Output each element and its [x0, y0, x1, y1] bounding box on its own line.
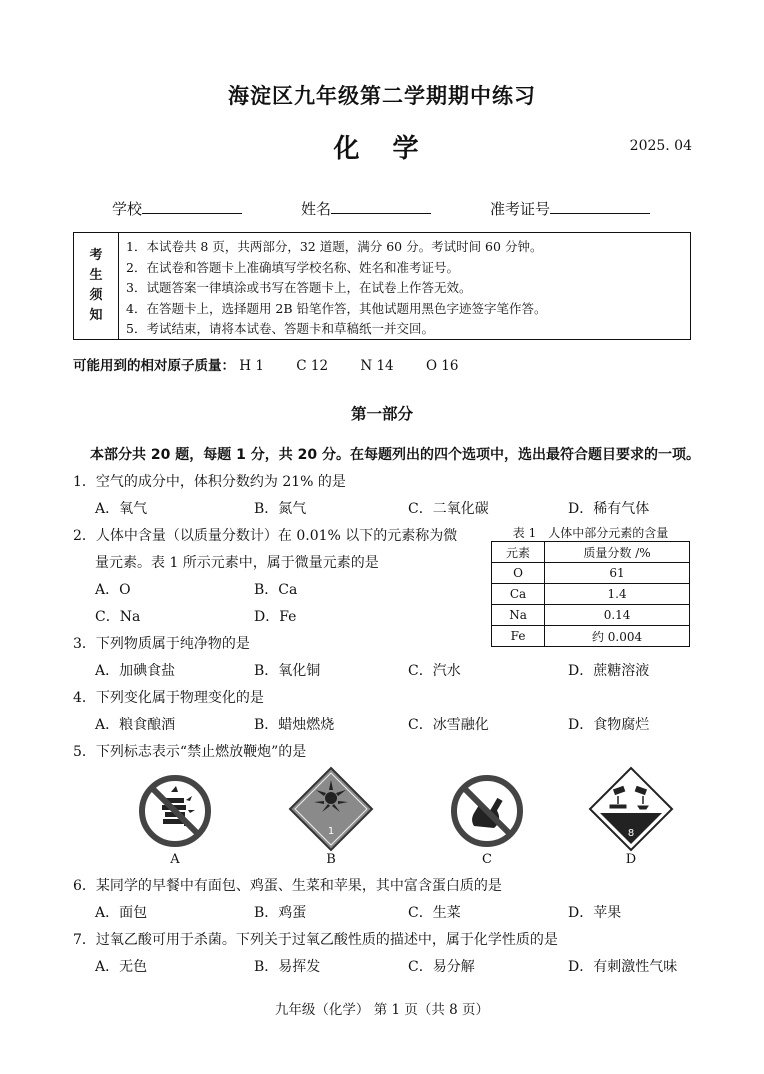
exam-date: 2025. 04 — [629, 138, 692, 154]
q2-stem-line1: 2．人体中含量（以质量分数计）在 0.01% 以下的元素称为微 — [73, 528, 458, 544]
name-field — [301, 198, 431, 219]
q4-option-a: A．粮食酿酒 — [95, 717, 176, 733]
table-cell: Ca — [492, 584, 545, 605]
part1-intro: 本部分共 20 题，每题 1 分，共 20 分。在每题列出的四个选项中，选出最符合题目要求的一项。 — [90, 447, 700, 463]
subject-title: 化 学 — [333, 134, 431, 164]
q5-label-b: B — [326, 852, 336, 867]
table-header: 质量分数 /% — [545, 542, 690, 563]
name-label: 姓名 — [301, 200, 332, 218]
q7-option-a: A．无色 — [95, 959, 148, 975]
q6-option-d: D．苹果 — [568, 905, 622, 921]
q5-stem: 5．下列标志表示“禁止燃放鞭炮”的是 — [73, 744, 307, 760]
q1-stem: 1．空气的成分中，体积分数约为 21% 的是 — [73, 474, 346, 490]
sign-d-number: 8 — [627, 828, 635, 839]
atomic-mass-value: N 14 — [360, 358, 394, 374]
table-cell: Na — [492, 605, 545, 626]
q4-stem: 4．下列变化属于物理变化的是 — [73, 690, 264, 706]
notice-items — [126, 237, 547, 340]
name-blank — [331, 199, 431, 214]
q3-option-d: D．蔗糖溶液 — [568, 663, 650, 679]
table-cell: 1.4 — [545, 584, 690, 605]
exam-title: 海淀区九年级第二学期期中练习 — [228, 83, 536, 108]
q2-option-b: B．Ca — [254, 582, 298, 598]
notice-label: 考 生 须 知 — [74, 233, 119, 339]
table-row — [492, 563, 690, 584]
q7-option-c: C．易分解 — [408, 959, 475, 975]
table-cell: 61 — [545, 563, 690, 584]
q5-label-d: D — [625, 852, 637, 867]
q1-option-a: A．氧气 — [95, 501, 148, 517]
q3-option-c: C．汽水 — [408, 663, 461, 679]
table-cell: 0.14 — [545, 605, 690, 626]
q4-option-d: D．食物腐烂 — [568, 717, 650, 733]
explosive-hazard-sign-icon — [288, 766, 374, 852]
q3-option-b: B．氧化铜 — [254, 663, 321, 679]
id-field — [490, 198, 650, 219]
q2-option-a: A．O — [95, 582, 131, 598]
q3-option-a: A．加碘食盐 — [95, 663, 176, 679]
table-cell: O — [492, 563, 545, 584]
q2-option-d: D．Fe — [254, 609, 297, 625]
element-content-table — [491, 541, 690, 647]
q6-stem: 6．某同学的早餐中有面包、鸡蛋、生菜和苹果，其中富含蛋白质的是 — [73, 878, 502, 894]
table1-caption: 表 1 人体中部分元素的含量 — [512, 526, 669, 540]
q2-option-c: C．Na — [95, 609, 141, 625]
atomic-mass-value: C 12 — [296, 358, 329, 374]
q7-option-b: B．易挥发 — [254, 959, 321, 975]
notice-box — [73, 232, 691, 340]
q1-option-b: B．氮气 — [254, 501, 307, 517]
id-label: 准考证号 — [490, 200, 551, 218]
school-field — [112, 198, 242, 219]
sign-b-number: 1 — [327, 826, 335, 837]
atomic-mass-label: 可能用到的相对原子质量： — [73, 358, 235, 374]
table-header-row — [492, 542, 690, 563]
atomic-mass-value: H 1 — [239, 358, 264, 374]
page-footer: 九年级（化学） 第 1 页（共 8 页） — [274, 1002, 490, 1018]
table-cell: 约 0.004 — [545, 626, 690, 647]
notice-item: 2．在试卷和答题卡上准确填写学校名称、姓名和准考证号。 — [126, 259, 459, 275]
q6-option-c: C．生菜 — [408, 905, 461, 921]
q6-option-b: B．鸡蛋 — [254, 905, 307, 921]
school-label: 学校 — [112, 200, 143, 218]
q7-option-d: D．有刺激性气味 — [568, 959, 678, 975]
table-row — [492, 626, 690, 647]
corrosive-hazard-sign-icon — [588, 766, 674, 852]
id-blank — [550, 199, 650, 214]
table-header: 元素 — [492, 542, 545, 563]
q7-stem: 7．过氧乙酸可用于杀菌。下列关于过氧乙酸性质的描述中，属于化学性质的是 — [73, 932, 558, 948]
notice-item: 4．在答题卡上，选择题用 2B 铅笔作答，其他试题用黑色字迹签字笔作答。 — [126, 300, 547, 316]
notice-item: 1．本试卷共 8 页，共两部分，32 道题，满分 60 分。考试时间 60 分钟。 — [126, 239, 543, 254]
q5-label-a: A — [170, 852, 180, 867]
q3-stem: 3．下列物质属于纯净物的是 — [73, 636, 250, 652]
q1-option-c: C．二氧化碳 — [408, 501, 489, 517]
table-cell: Fe — [492, 626, 545, 647]
no-firecrackers-sign-icon — [138, 774, 212, 848]
q4-option-b: B．蜡烛燃烧 — [254, 717, 335, 733]
notice-item: 5．考试结束，请将本试卷、答题卡和草稿纸一并交回。 — [126, 321, 434, 336]
q1-option-d: D．稀有气体 — [568, 501, 650, 517]
table-row — [492, 605, 690, 626]
school-blank — [142, 199, 242, 214]
part1-title: 第一部分 — [350, 404, 413, 423]
q2-stem-line2: 量元素。表 1 所示元素中，属于微量元素的是 — [95, 555, 379, 571]
q4-option-c: C．冰雪融化 — [408, 717, 489, 733]
atomic-mass-value: O 16 — [425, 358, 459, 374]
table-row — [492, 584, 690, 605]
notice-item: 3．试题答案一律填涂或书写在答题卡上，在试卷上作答无效。 — [126, 280, 472, 295]
q6-option-a: A．面包 — [95, 905, 148, 921]
q5-label-c: C — [482, 852, 492, 867]
no-fire-sign-icon — [450, 774, 524, 848]
atomic-mass-line — [73, 354, 487, 374]
